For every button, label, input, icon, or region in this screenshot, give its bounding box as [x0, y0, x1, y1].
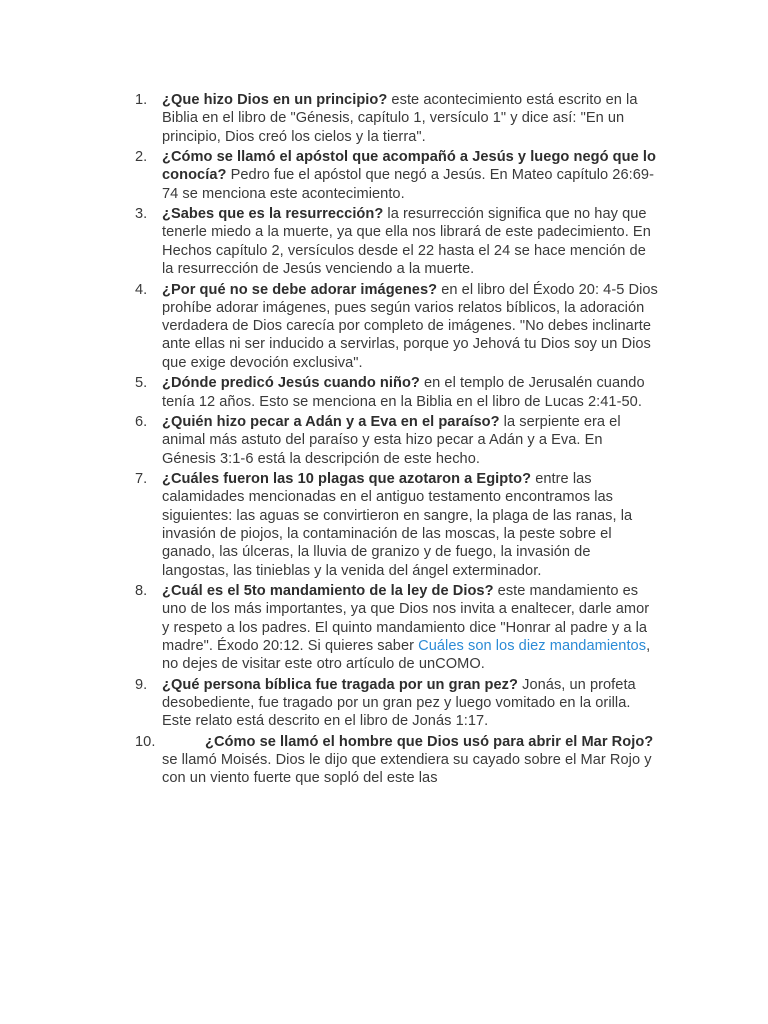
- question-text: ¿Sabes que es la resurrección?: [162, 206, 384, 223]
- question-text: ¿Por qué no se debe adorar imágenes?: [162, 281, 438, 298]
- question-text: ¿Cuáles fueron las 10 plagas que azotaron a Egipto?: [162, 471, 532, 488]
- item-number: 10.: [135, 733, 156, 750]
- item-body: [162, 733, 660, 788]
- item-number: 7.: [135, 471, 148, 488]
- item-number: 8.: [135, 583, 148, 600]
- question-text: ¿Quién hizo pecar a Adán y a Eva en el paraíso?: [162, 413, 500, 430]
- list-item: [135, 374, 660, 411]
- item-body: [162, 582, 660, 673]
- answer-text: entre las calamidades mencionadas en el antiguo testamento encontramos las siguientes: las aguas se convirtieron en sangre, la plaga de las ranas, la invasión de piojos, la contaminación de las moscas, la peste sobre el ganado, las úlceras, la lluvia de granizo y de fuego, la invasión de langostas, las tinieblas y la venida del ángel exterminador.: [162, 471, 633, 579]
- item-body: [162, 148, 660, 203]
- question-list: [135, 91, 660, 788]
- list-item: [135, 148, 660, 203]
- item-body: [162, 91, 660, 146]
- item-number: 2.: [135, 149, 148, 166]
- item-number: 5.: [135, 375, 148, 392]
- item-body: [162, 676, 660, 731]
- question-text: ¿Qué persona bíblica fue tragada por un gran pez?: [162, 676, 518, 693]
- list-item: [135, 281, 660, 372]
- item-body: [162, 374, 660, 411]
- item-number: 6.: [135, 413, 148, 430]
- answer-text: este mandamiento es uno de los más importantes, ya que Dios nos invita a enaltecer, darle amor y respeto a los padres. El quinto mandamiento dice "Honrar al padre y a la madre". Éxodo 20:12. Si quieres saber: [162, 583, 650, 654]
- question-text: ¿Cuál es el 5to mandamiento de la ley de Dios?: [162, 583, 494, 600]
- list-item: [135, 676, 660, 731]
- answer-text: se llamó Moisés. Dios le dijo que extendiera su cayado sobre el Mar Rojo y con un viento fuerte que sopló del este las: [162, 752, 652, 787]
- answer-text: en el templo de Jerusalén cuando tenía 12 años. Esto se menciona en la Biblia en el libro de Lucas 2:41-50.: [162, 375, 645, 410]
- item-body: [162, 413, 660, 468]
- question-text: ¿Dónde predicó Jesús cuando niño?: [162, 375, 420, 392]
- item-number: 4.: [135, 281, 148, 298]
- item-number: 9.: [135, 676, 148, 693]
- answer-text: la serpiente era el animal más astuto del paraíso y esta hizo pecar a Adán y a Eva. En Génesis 3:1-6 está la descripción de este hecho.: [162, 413, 621, 467]
- answer-text: Pedro fue el apóstol que negó a Jesús. En Mateo capítulo 26:69-74 se menciona este acontecimiento.: [162, 167, 654, 202]
- list-item: [135, 413, 660, 468]
- mandamientos-link[interactable]: Cuáles son los diez mandamientos: [418, 637, 647, 654]
- list-item: [135, 91, 660, 146]
- question-text: ¿Cómo se llamó el apóstol que acompañó a Jesús y luego negó que lo conocía?: [162, 149, 656, 184]
- list-item: [135, 470, 660, 580]
- answer-text: la resurrección significa que no hay que tenerle miedo a la muerte, ya que ella nos librará de este padecimiento. En Hechos capítulo 2, versículos desde el 22 hasta el 24 se hace mención de la resurrección de Jesús venciendo a la muerte.: [162, 206, 651, 278]
- answer-text-after: , no dejes de visitar este otro artículo de unCOMO.: [162, 637, 651, 673]
- item-number: 1.: [135, 92, 148, 108]
- list-item: [135, 733, 660, 788]
- answer-text: en el libro del Éxodo 20: 4-5 Dios prohíbe adorar imágenes, pues según varios relatos bíblicos, la adoración verdadera de Dios carecía por completo de imágenes. "No debes inclinarte ante ellas ni ser inducido a servirlas, porque yo Jehová tu Dios soy un Dios que exige devoción exclusiva".: [162, 281, 658, 371]
- answer-text: este acontecimiento está escrito en la Biblia en el libro de "Génesis, capítulo 1, versículo 1" y dice así: "En un principio, Dios creó los cielos y la tierra".: [162, 92, 638, 145]
- item-number: 3.: [135, 206, 148, 223]
- question-text: ¿Cómo se llamó el hombre que Dios usó para abrir el Mar Rojo?: [205, 733, 654, 750]
- list-item: [135, 205, 660, 278]
- item-body: [162, 281, 660, 372]
- list-item: [135, 582, 660, 673]
- item-body: [162, 470, 660, 580]
- question-text: ¿Que hizo Dios en un principio?: [162, 92, 388, 108]
- item-body: [162, 205, 660, 278]
- document-page: [135, 91, 660, 790]
- answer-text: Jonás, un profeta desobediente, fue tragado por un gran pez y luego vomitado en la orilla. Este relato está descrito en el libro de Jonás 1:17.: [162, 676, 636, 730]
